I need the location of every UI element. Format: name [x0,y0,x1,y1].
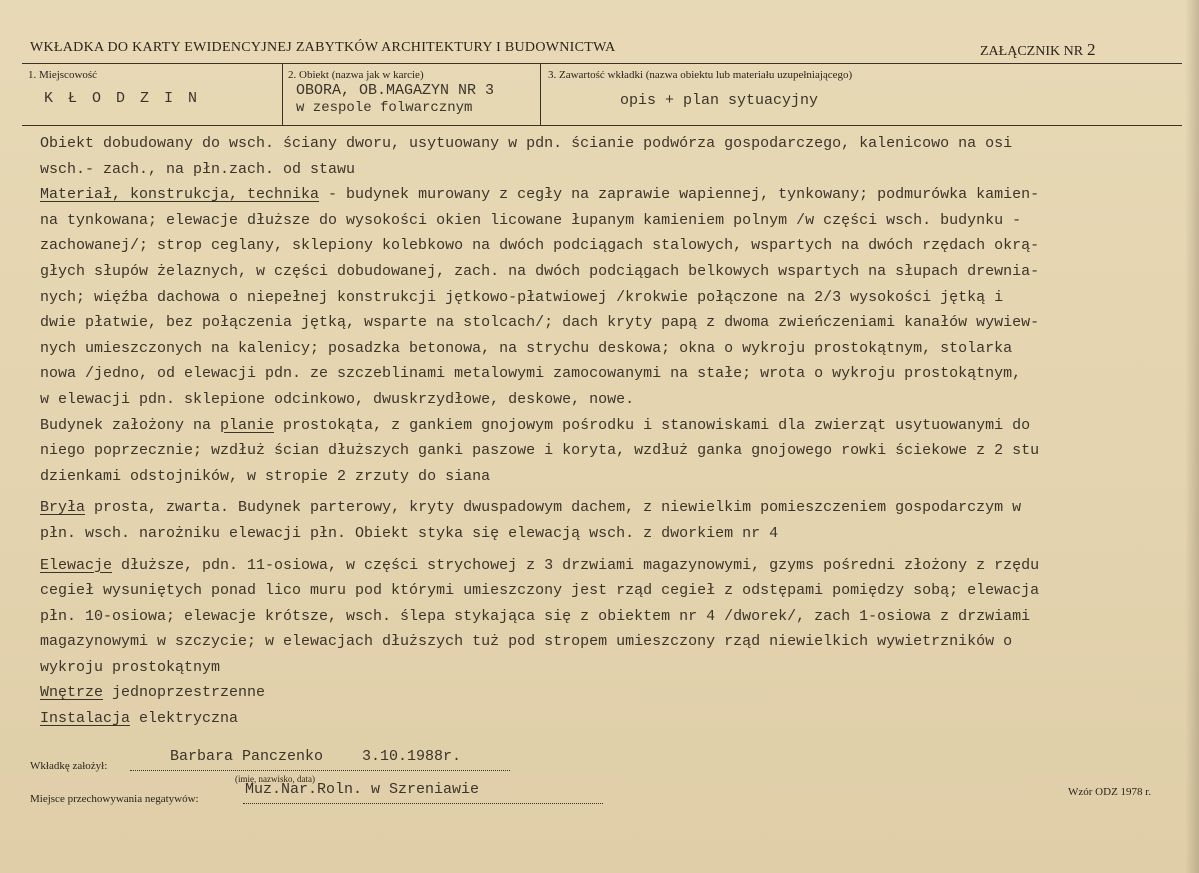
attachment-label: ZAŁĄCZNIK NR [980,44,1084,59]
created-by-name: Barbara Panczenko [170,748,324,765]
text-line: magazynowymi w szczycie; w elewacjach dłuższych tuż pod stropem umieszczony rząd niewielkich wywietrzników o [40,633,1013,651]
attachment-number [980,40,1096,60]
object-label: 2. Obiekt (nazwa jak w karcie) [288,69,424,81]
text-line [40,182,1198,208]
text-run: - budynek murowany z cegły na zaprawie wapiennej, tynkowany; podmurówka kamien- [319,186,1040,204]
text-line: płn. wsch. narożniku elewacji płn. Obiekt styka się elewacją wsch. z dworkiem nr 4 [40,524,779,542]
section-heading-material: Materiał, konstrukcja, technika [40,186,320,204]
description-body [40,131,1198,732]
section-heading-plan: planie [220,416,275,434]
text-line: zachowanej/; strop ceglany, sklepiony kolebkowo na dwóch podciągach stalowych, wspartych na dwóch rzędach okrą- [40,237,1040,255]
object-value-line2: w zespole folwarcznym [296,100,473,116]
locality-label: 1. Miejscowość [28,69,98,81]
text-line: w elewacji pdn. sklepione odcinkowo, dwuskrzydłowe, deskowe, nowe. [40,390,635,408]
attachment-number-value: 2 [1087,40,1096,59]
header-divider [22,63,1182,64]
text-line: dwie płatwie, bez połączenia jętką, wsparte na stolcach/; dach kryty papą z dwoma zwieńczeniami kanałów wywiew- [40,314,1040,332]
section-heading-interior: Wnętrze [40,684,104,702]
scan-edge-shadow [1185,0,1199,873]
text-line: głych słupów żelaznych, w części dobudowanej, zach. na dwóch podciągach belkowych wspartych na słupach drewnia- [40,262,1040,280]
object-value-line1: OBORA, OB.MAGAZYN NR 3 [296,82,495,99]
text-run: Budynek założony na [40,416,221,434]
text-line: nowa /jedno, od elewacji pdn. ze szczeblinami metalowymi zamocowanymi na stałe; wrota o wykroju prostokątnym, [40,365,1022,383]
signature-line [130,770,510,771]
text-line: Obiekt dobudowany do wsch. ściany dworu, usytuowany w pdn. ścianie podwórza gospodarczego, kalenicowo na osi [40,135,1013,152]
card-title: WKŁADKA DO KARTY EWIDENCYJNEJ ZABYTKÓW ARCHITEKTURY I BUDOWNICTWA [30,40,616,55]
text-run: jednoprzestrzenne [103,684,266,702]
text-line: niego poprzecznie; wzdłuż ścian dłuższych ganki paszowe i koryta, wzdłuż ganka gnojowego rowki ściekowe z 2 stu [40,442,1040,460]
text-run: elektryczna [130,710,239,728]
text-line: nych umieszczonych na kalenicy; posadzka betonowa, na strychu deskowa; okna o wykroju prostokątnym, stolarka [40,339,1013,357]
text-line: płn. 10-osiowa; elewacje krótsze, wsch. ślepa stykająca się z obiektem nr 4 /dworek/, zach 1-osiowa z drzwiami [40,607,1031,625]
text-line: wsch.- zach., na płn.zach. od stawu [40,160,356,178]
text-line: wykroju prostokątnym [40,658,221,676]
created-date: 3.10.1988r. [362,748,462,765]
text-line [40,413,1198,439]
created-by-label: Wkładkę założył: [30,760,108,772]
locality-value: K Ł O D Z I N [44,90,201,107]
content-label: 3. Zawartość wkładki (nazwa obiektu lub materiału uzupełniającego) [548,69,853,81]
field-divider-1 [282,64,283,125]
text-line [40,495,1198,521]
text-line: dzienkami odstojników, w stropie 2 zrzuty do siana [40,467,491,485]
fields-divider [22,125,1182,126]
text-line: na tynkowana; elewacje dłuższe do wysokości okien licowane łupanym kamieniem polnym /w części wsch. budynku - [40,211,1022,229]
text-line [40,706,1198,732]
negatives-value: Muz.Nar.Roln. w Szreniawie [245,781,480,798]
text-line: cegieł wysuniętych ponad lico muru pod którymi umieszczony jest rząd cegieł z odstępami pomiędzy sobą; elewacja [40,582,1040,600]
text-line [40,680,1198,706]
section-heading-installation: Instalacja [40,710,131,728]
text-run: prostokąta, z gankiem gnojowym pośrodku i stanowiskami dla zwierząt usytuowanymi do [274,416,1031,434]
negatives-label: Miejsce przechowywania negatywów: [30,793,199,805]
text-line [40,553,1198,579]
content-value: opis + plan sytuacyjny [620,92,819,109]
form-id: Wzór ODZ 1978 r. [1068,786,1152,798]
field-divider-2 [540,64,541,125]
text-run: prosta, zwarta. Budynek parterowy, kryty dwuspadowym dachem, z niewielkim pomieszczeniem gospodarczym w [85,499,1022,517]
text-line: nych; więźba dachowa o niepełnej konstrukcji jętkowo-płatwiowej /krokwie połączone na 2/3 wysokości jętką i [40,288,1004,306]
created-hint: (imię, nazwisko, data) [235,774,315,784]
negatives-line [243,803,603,804]
section-heading-form: Bryła [40,499,86,517]
text-run: dłuższe, pdn. 11-osiowa, w części strychowej z 3 drzwiami magazynowymi, gzyms pośredni złożony z rzędu [112,556,1040,574]
section-heading-elevations: Elewacje [40,556,113,574]
